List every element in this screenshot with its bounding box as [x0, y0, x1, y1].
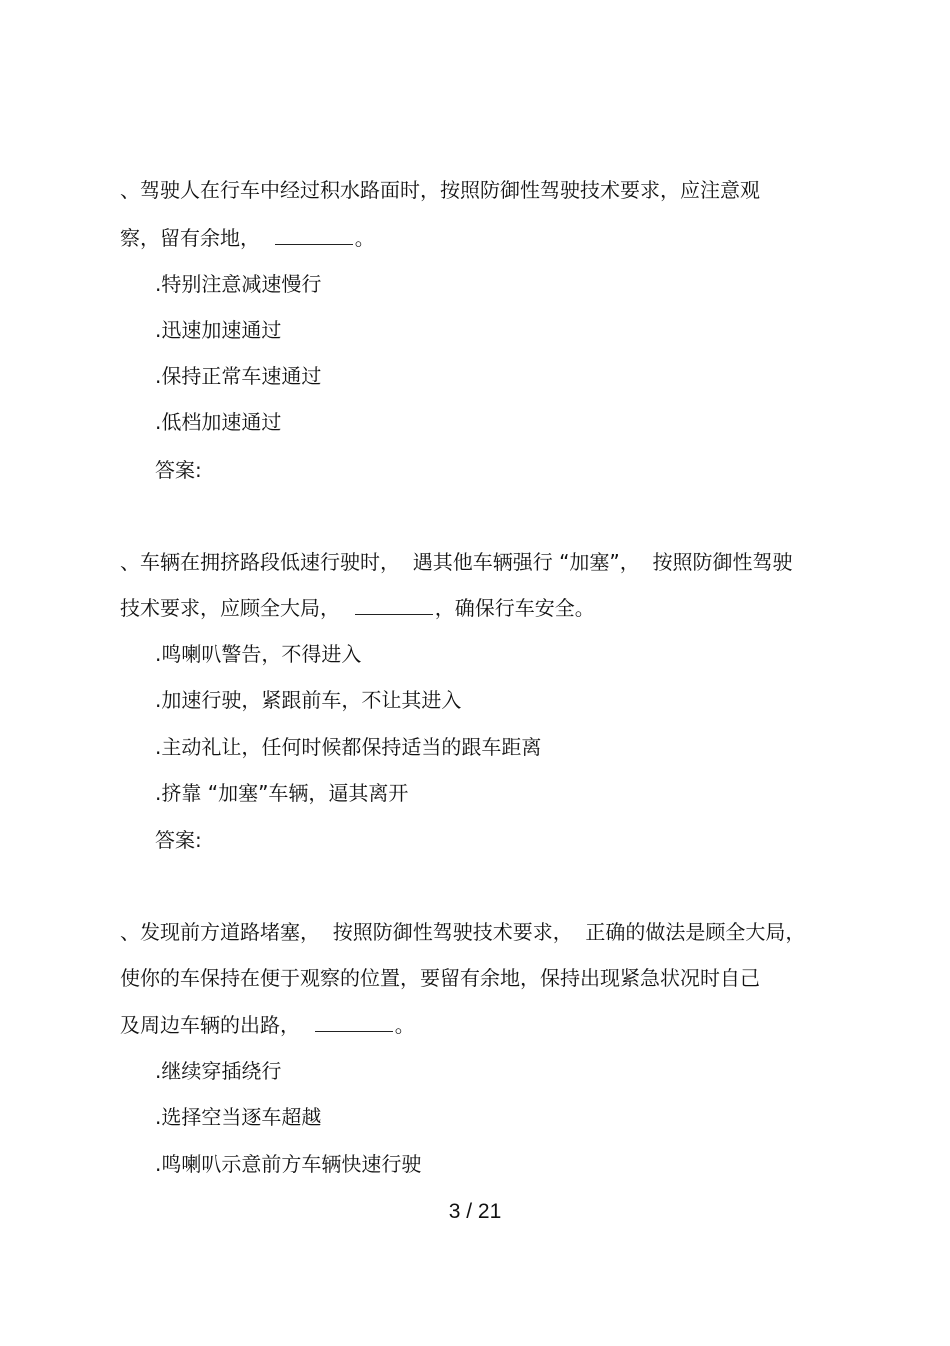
q3-stem-end: 。 [394, 1013, 415, 1037]
q3-stem-line2: 使你的车保持在便于观察的位置，要留有余地，保持出现紧急状况时自己 [120, 966, 760, 990]
q2-answer-label: 答案: [155, 828, 202, 852]
q2-option-c: .主动礼让，任何时候都保持适当的跟车距离 [155, 735, 542, 759]
q3-stem-line1: 、发现前方道路堵塞， 按照防御性驾驶技术要求， 正确的做法是顾全大局， [120, 920, 806, 944]
q1-option-a: .特别注意减速慢行 [155, 272, 322, 296]
q2-stem-line1: 、车辆在拥挤路段低速行驶时， 遇其他车辆强行 “加塞”， 按照防御性驾驶 [120, 550, 793, 574]
q2-option-a: .鸣喇叭警告，不得进入 [155, 642, 362, 666]
page-number: 3 / 21 [448, 1200, 502, 1223]
q1-answer-blank [275, 230, 353, 245]
q3-option-a: .继续穿插绕行 [155, 1059, 282, 1083]
q2-stem-text: 技术要求，应顾全大局， [120, 596, 340, 620]
q3-stem-line3 [120, 1013, 415, 1037]
q2-answer-blank [355, 600, 433, 615]
q3-option-b: .选择空当逐车超越 [155, 1105, 322, 1129]
q1-option-d: .低档加速通过 [155, 410, 282, 434]
q2-option-d: .挤靠 “加塞”车辆，逼其离开 [155, 781, 409, 805]
q1-option-b: .迅速加速通过 [155, 318, 282, 342]
q1-stem-line2 [120, 226, 375, 250]
q3-stem-text: 及周边车辆的出路， [120, 1013, 300, 1037]
q1-stem-line1: 、驾驶人在行车中经过积水路面时，按照防御性驾驶技术要求，应注意观 [120, 178, 760, 202]
q1-answer-label: 答案: [155, 458, 202, 482]
q1-stem-text: 察，留有余地， [120, 226, 260, 250]
q1-stem-end: 。 [354, 226, 375, 250]
q2-stem-end: ，确保行车安全。 [434, 596, 595, 620]
q3-answer-blank [315, 1017, 393, 1032]
q3-option-c: .鸣喇叭示意前方车辆快速行驶 [155, 1152, 422, 1176]
q1-option-c: .保持正常车速通过 [155, 364, 322, 388]
q2-stem-line2 [120, 596, 595, 620]
q2-option-b: .加速行驶，紧跟前车，不让其进入 [155, 688, 462, 712]
